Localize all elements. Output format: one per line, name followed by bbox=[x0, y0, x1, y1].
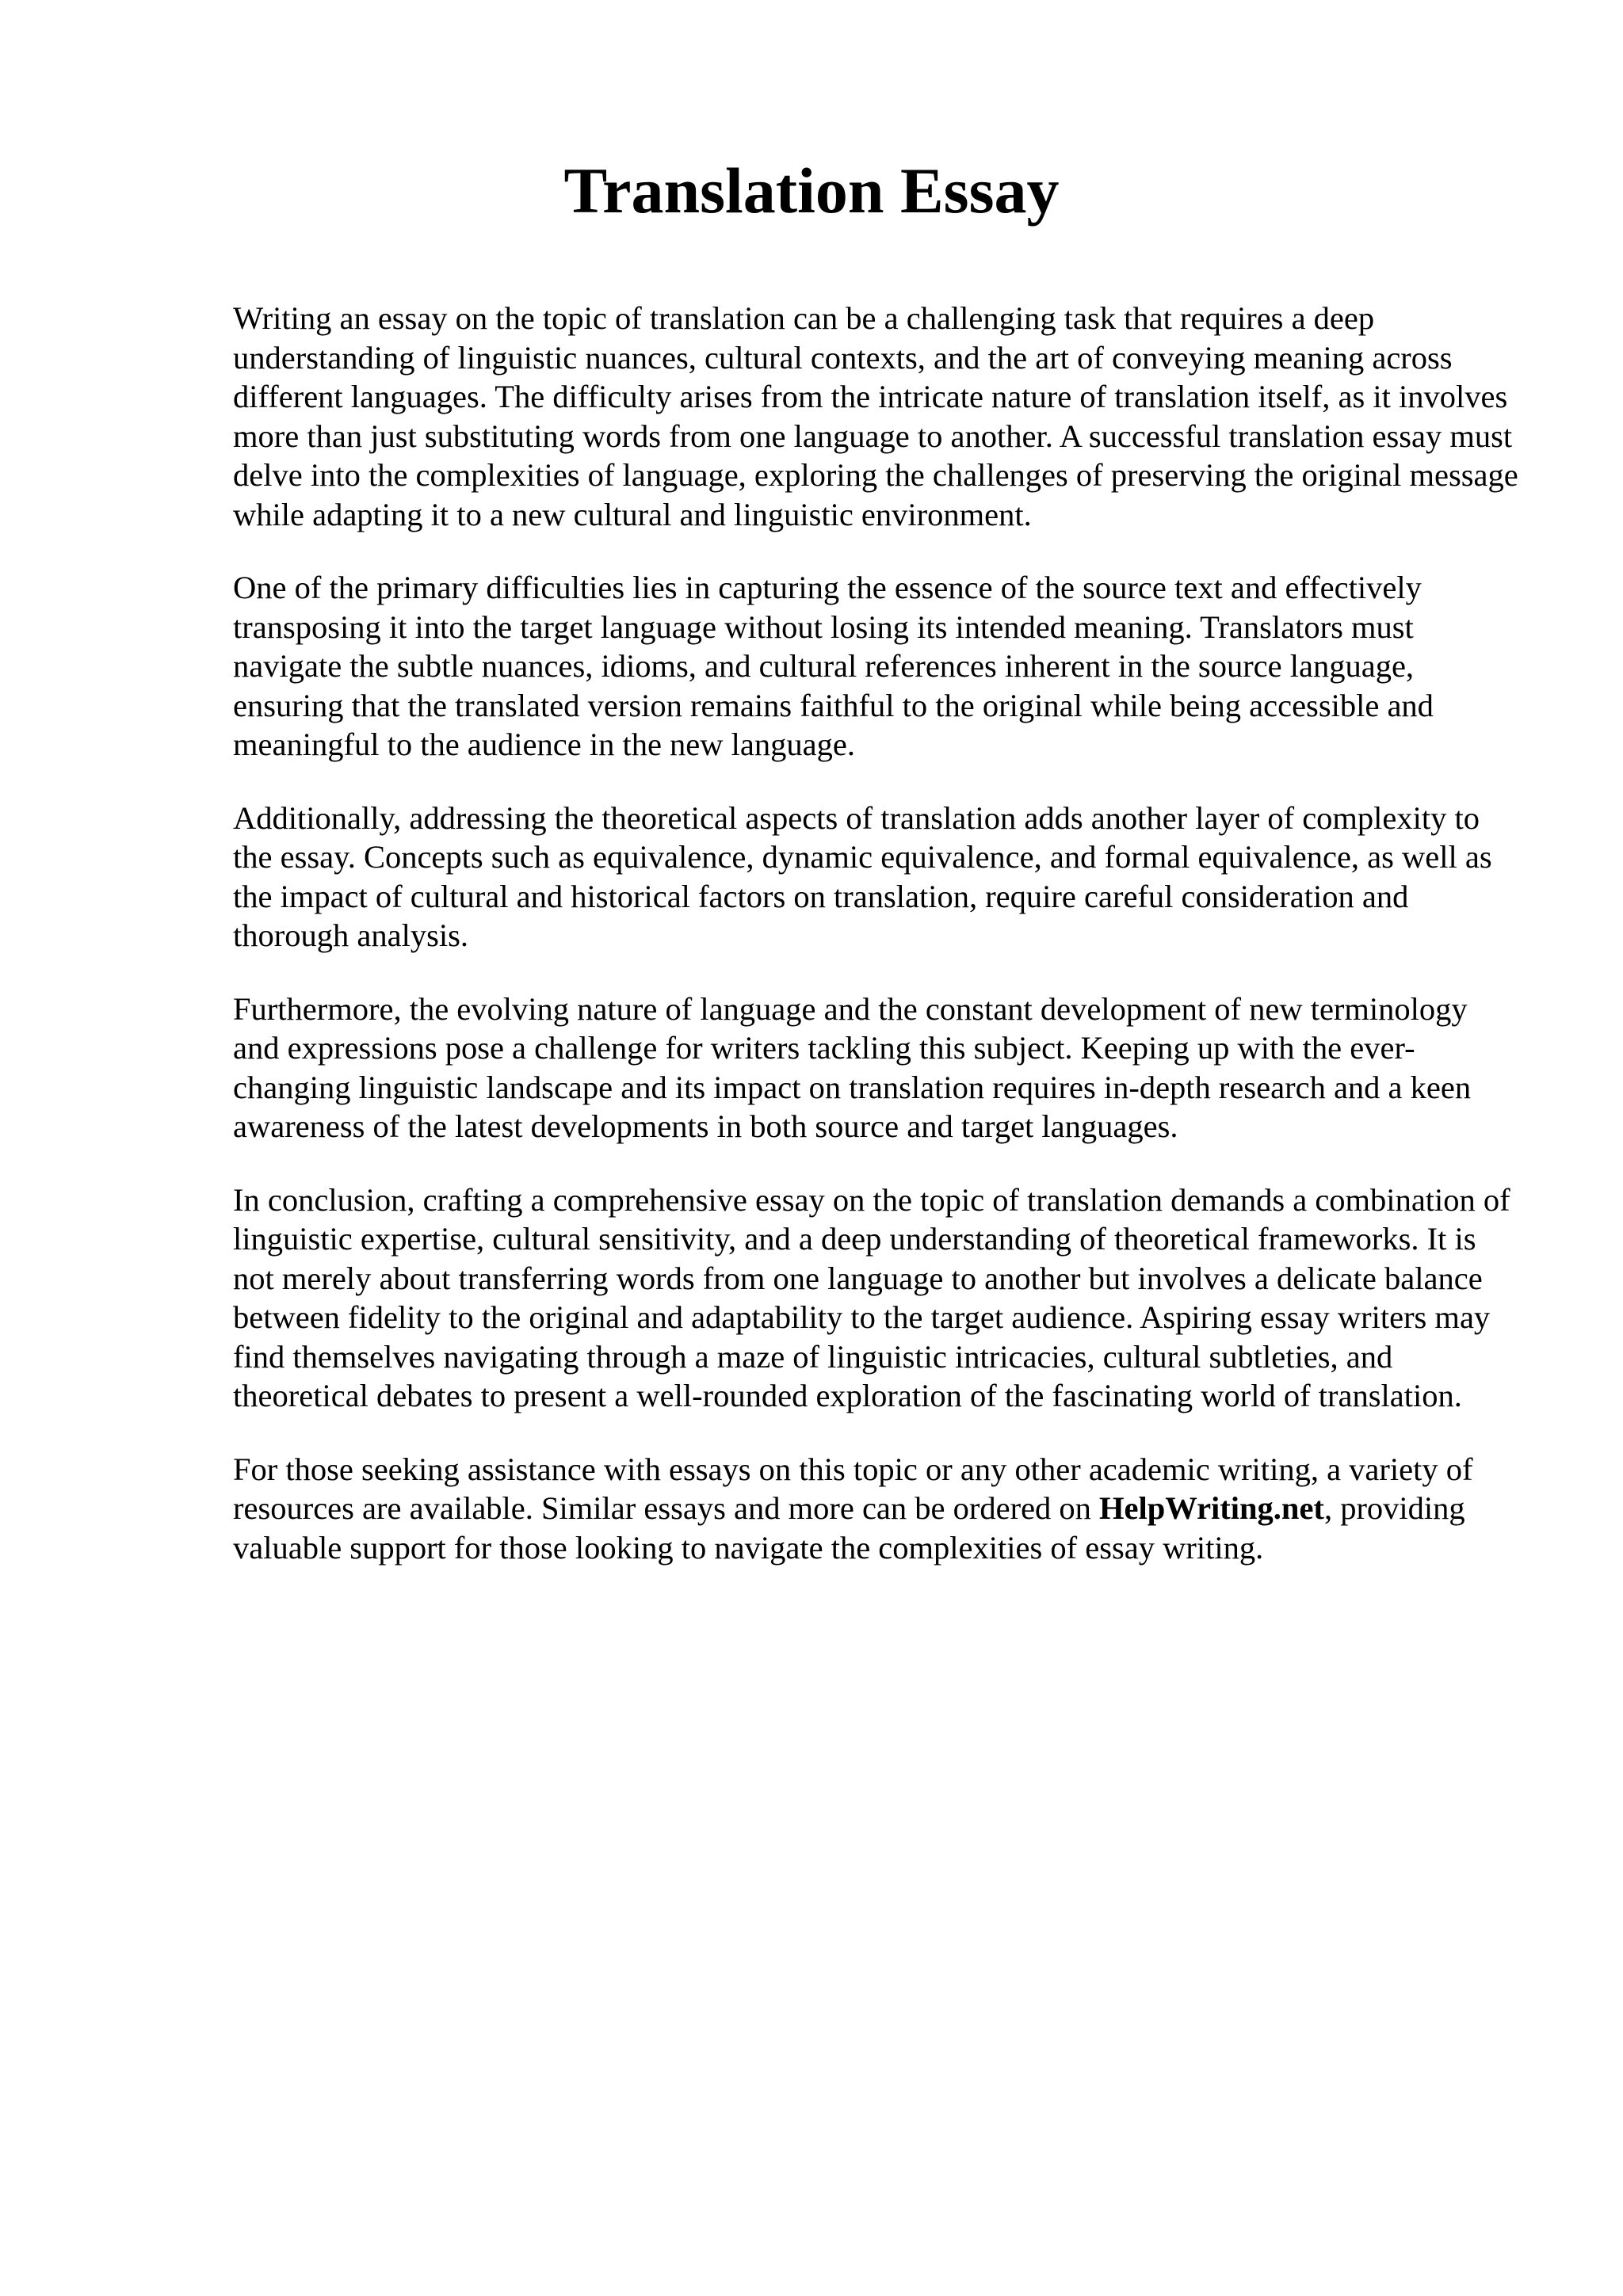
paragraph-1: Writing an essay on the topic of translation can be a challenging task that requires a deep understanding of linguistic nuances, cultural contexts, and the art of conveying meaning across different languages. The difficulty arises from the intricate nature of translation itself, as it involves more than just substituting words from one language to another. A successful translation essay must delve into the complexities of language, exploring the challenges of preserving the original message while adapting it to a new cultural and linguistic environment. bbox=[233, 300, 1518, 532]
essay-body bbox=[233, 299, 1521, 1567]
paragraph-5: In conclusion, crafting a comprehensive essay on the topic of translation demands a combination of linguistic expertise, cultural sensitivity, and a deep understanding of theoretical frameworks. It is not merely about transferring words from one language to another but involves a delicate balance between fidelity to the original and adaptability to the target audience. Aspiring essay writers may find themselves navigating through a maze of linguistic intricacies, cultural subtleties, and theoretical debates to present a well-rounded exploration of the fascinating world of translation. bbox=[233, 1181, 1510, 1413]
closing-paragraph bbox=[233, 1450, 1521, 1568]
helpwriting-link[interactable]: HelpWriting.net bbox=[1099, 1490, 1324, 1526]
closing-text-before: For those seeking assistance with essays on this topic or any other academic writing, a variety of resources are available. Similar essays and more can be ordered on bbox=[233, 1451, 1473, 1526]
closing-text-after: , providing valuable support for those looking to navigate the complexities of essay writing. bbox=[233, 1490, 1465, 1566]
paragraph-3: Additionally, addressing the theoretical aspects of translation adds another layer of complexity to the essay. Concepts such as equivalence, dynamic equivalence, and formal equivalence, as well as the impact of cultural and historical factors on translation, require careful consideration and thorough analysis. bbox=[233, 799, 1492, 953]
paragraph-4: Furthermore, the evolving nature of language and the constant development of new terminology and expressions pose a challenge for writers tackling this subject. Keeping up with the ever-changing linguistic landscape and its impact on translation requires in-depth research and a keen awareness of the latest developments in both source and target languages. bbox=[233, 990, 1472, 1144]
paragraph-2: One of the primary difficulties lies in capturing the essence of the source text and effectively transposing it into the target language without losing its intended meaning. Translators must navigate the subtle nuances, idioms, and cultural references inherent in the source language, ensuring that the translated version remains faithful to the original while being accessible and meaningful to the audience in the new language. bbox=[233, 570, 1434, 762]
page-title: Translation Essay bbox=[563, 154, 1060, 227]
